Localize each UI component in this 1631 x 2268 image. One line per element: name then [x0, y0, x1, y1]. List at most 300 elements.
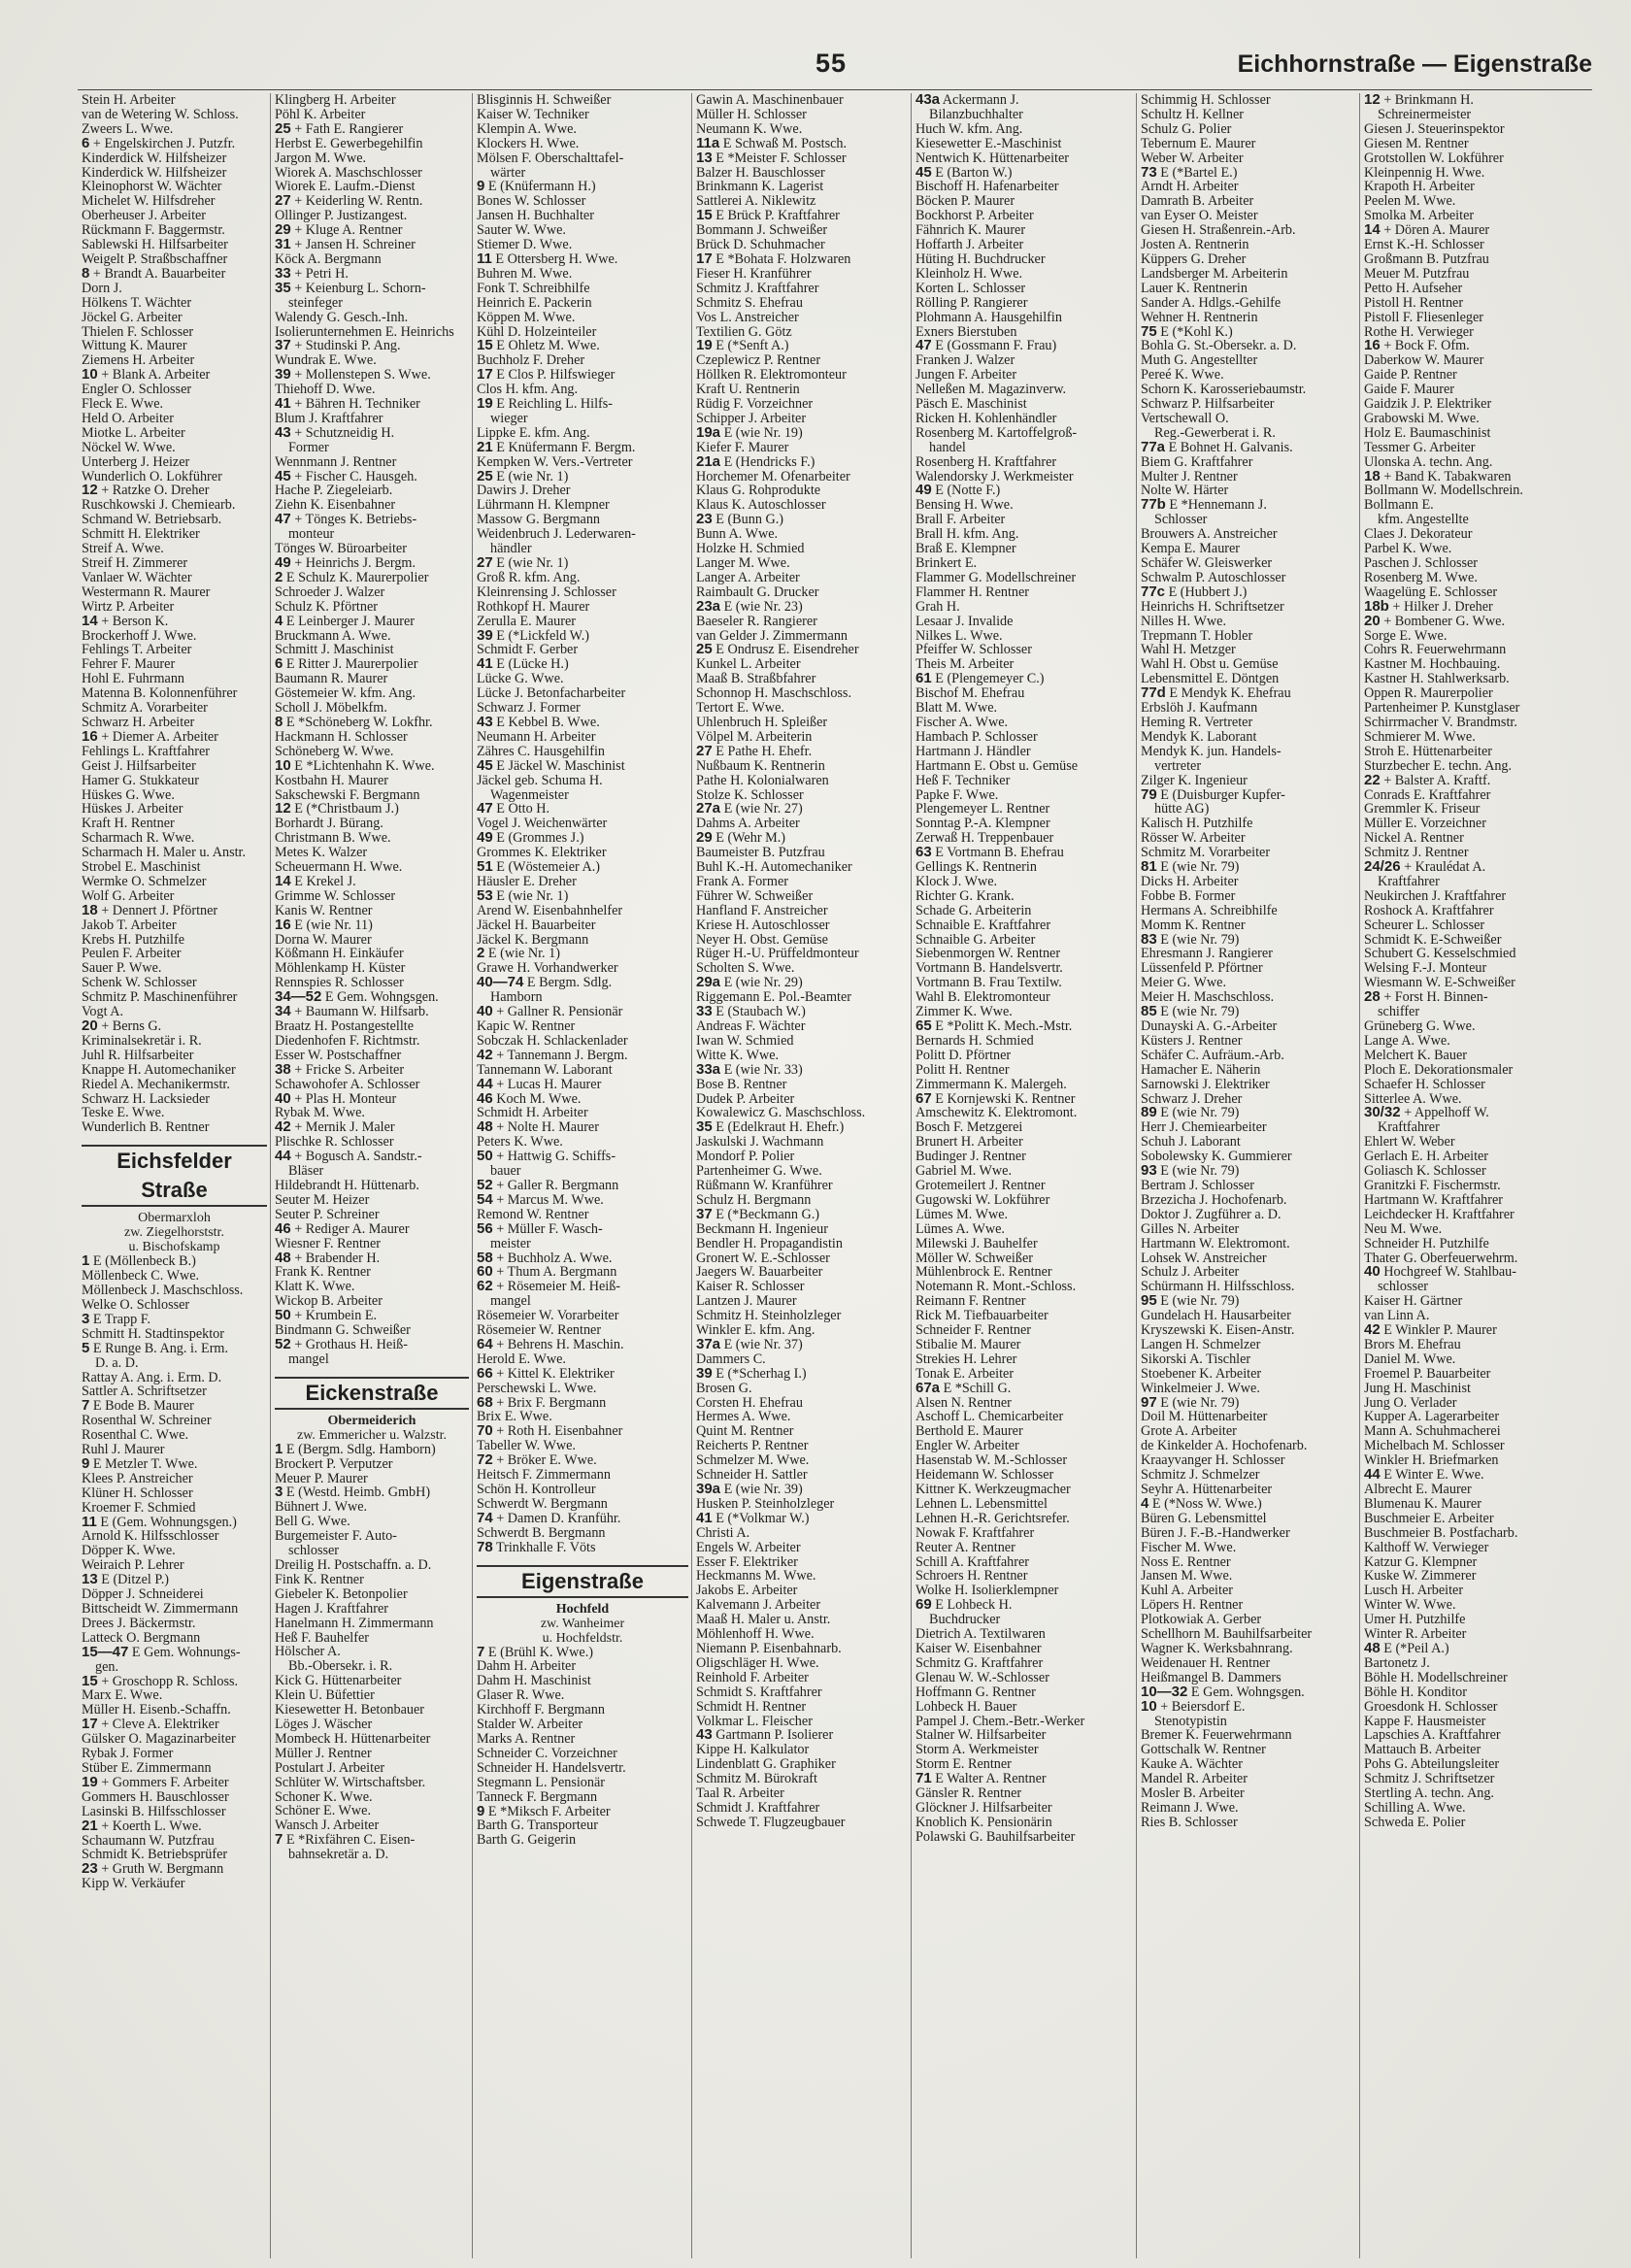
house-entry: 25 + Fath E. Rangierer — [275, 121, 404, 137]
house-number: 60 — [477, 1265, 493, 1281]
resident-entry: Bollmann E. — [1364, 498, 1434, 514]
house-number: 16 — [82, 729, 98, 745]
resident-entry: Rybak J. Former — [82, 1747, 174, 1761]
resident-entry: Gabriel M. Wwe. — [915, 1164, 1013, 1179]
house-number: 50 — [275, 1309, 291, 1324]
resident-entry: Zerulla E. Maurer — [477, 614, 577, 629]
house-entry: 39a E (wie Nr. 39) — [696, 1483, 803, 1497]
house-number: 6 — [82, 136, 90, 151]
resident-entry: Petto H. Aufseher — [1364, 281, 1463, 296]
resident-entry: Borhardt J. Bürang. — [275, 817, 383, 832]
resident-entry: Schulz H. Bergmann — [696, 1192, 812, 1208]
resident-entry: Vos L. Anstreicher — [696, 310, 799, 325]
resident-entry: Dudek P. Arbeiter — [696, 1091, 795, 1107]
house-number: 3 — [82, 1312, 90, 1327]
entry-continuation: händler — [490, 542, 532, 556]
resident-entry: Jargon M. Wwe. — [275, 150, 367, 166]
house-number: 39a — [696, 1483, 721, 1497]
resident-entry: Barth G. Transporteur — [477, 1818, 598, 1834]
resident-entry: Kleinpennig H. Wwe. — [1364, 165, 1485, 181]
house-entry: 46 Koch M. Wwe. — [477, 1091, 582, 1107]
resident-entry: Teske E. Wwe. — [82, 1106, 165, 1121]
resident-entry: Sturzbecher E. techn. Ang. — [1364, 758, 1513, 774]
resident-entry: Büren J. F.-B.-Handwerker — [1141, 1525, 1290, 1541]
resident-entry: Schnaible G. Arbeiter — [915, 932, 1036, 948]
house-entry: 10—32 E Gem. Wohngsgen. — [1141, 1684, 1305, 1700]
resident-entry: Hoffmann G. Rentner — [915, 1684, 1036, 1700]
resident-entry: Kriminalsekretär i. R. — [82, 1033, 202, 1049]
resident-entry: Peelen M. Wwe. — [1364, 194, 1456, 210]
house-number: 65 — [915, 1019, 932, 1034]
resident-entry: Müller H. Schlosser — [696, 107, 807, 122]
resident-entry: Lücke G. Wwe. — [477, 672, 564, 687]
resident-entry: Giebeler K. Betonpolier — [275, 1586, 408, 1602]
street-location-note: zw. Wanheimer — [540, 1616, 625, 1631]
house-number: 48 — [275, 1251, 291, 1266]
house-entry: 52 + Galler R. Bergmann — [477, 1178, 619, 1193]
house-entry: 2 E (wie Nr. 1) — [477, 947, 560, 962]
resident-entry: Unterberg J. Heizer — [82, 454, 190, 470]
resident-entry: Kippe H. Kalkulator — [696, 1743, 810, 1758]
resident-entry: Bell G. Wwe. — [275, 1515, 350, 1530]
resident-entry: Kittner K. Werkzeugmacher — [915, 1483, 1071, 1497]
house-entry: 19 E (*Senft A.) — [696, 339, 789, 354]
resident-entry: Daberkow W. Maurer — [1364, 353, 1484, 369]
street-location-note: zw. Ziegelhorststr. — [124, 1225, 224, 1241]
house-number: 45 — [477, 758, 493, 774]
resident-entry: Fehlings T. Arbeiter — [82, 643, 192, 658]
resident-entry: Sauer P. Wwe. — [82, 961, 162, 977]
entry-continuation: vertreter — [1154, 758, 1202, 774]
resident-entry: Jansen H. Buchhalter — [477, 209, 594, 224]
resident-entry: Schneider C. Vorzeichner — [477, 1746, 617, 1761]
resident-entry: Gawin A. Maschinenbauer — [696, 93, 844, 108]
resident-entry: Kraft U. Rentnerin — [696, 383, 800, 398]
house-entry: 63 E Vortmann B. Ehefrau — [915, 846, 1064, 861]
house-entry: 40 + Gallner R. Pensionär — [477, 1005, 623, 1019]
resident-entry: Pathe H. Kolonialwaren — [696, 773, 829, 788]
resident-entry: Scharmach R. Wwe. — [82, 831, 195, 847]
house-entry: 10 + Blank A. Arbeiter — [82, 368, 211, 384]
resident-entry: Schultz H. Kellner — [1141, 107, 1244, 122]
resident-entry: Noss E. Rentner — [1141, 1554, 1231, 1570]
resident-entry: Giesen H. Straßenrein.-Arb. — [1141, 223, 1296, 239]
resident-entry: Kick G. Hüttenarbeiter — [275, 1674, 402, 1689]
resident-entry: Meier G. Wwe. — [1141, 976, 1226, 991]
resident-entry: Sattler A. Schriftsetzer — [82, 1384, 207, 1400]
house-number: 43a — [915, 93, 941, 108]
house-number: 21 — [82, 1818, 98, 1834]
house-number: 7 — [82, 1399, 90, 1415]
resident-entry: Meier H. Maschschloss. — [1141, 990, 1275, 1006]
house-entry: 19 + Gommers F. Arbeiter — [82, 1775, 229, 1790]
house-entry: 49 E (Notte F.) — [915, 484, 1001, 499]
house-entry: 60 + Thum A. Bergmann — [477, 1265, 617, 1281]
resident-entry: Scheurer L. Schlosser — [1364, 917, 1485, 933]
house-number: 23 — [82, 1862, 98, 1878]
resident-entry: Heß F. Bauhelfer — [275, 1630, 369, 1646]
resident-entry: Huch W. kfm. Ang. — [915, 121, 1023, 137]
resident-entry: Aschoff L. Chemicarbeiter — [915, 1410, 1064, 1425]
house-entry: 18 + Band K. Tabakwaren — [1364, 469, 1512, 484]
house-number: 13 — [696, 150, 713, 166]
column-4 — [692, 93, 912, 2258]
resident-entry: Herold E. Wwe. — [477, 1351, 566, 1367]
street-location-note: u. Hochfeldstr. — [542, 1630, 623, 1646]
resident-entry: Schmidt S. Kraftfahrer — [696, 1684, 822, 1700]
house-number: 19 — [696, 339, 713, 354]
resident-entry: Kupper A. Lagerarbeiter — [1364, 1410, 1500, 1425]
resident-entry: Arnold K. Hilfsschlosser — [82, 1529, 219, 1545]
resident-entry: Trepmann T. Hobler — [1141, 628, 1253, 644]
street-location-note: u. Bischofskamp — [128, 1240, 220, 1255]
resident-entry: Schmitz J. Kraftfahrer — [696, 281, 819, 296]
resident-entry: Nöckel W. Wwe. — [82, 440, 176, 455]
house-entry: 85 E (wie Nr. 79) — [1141, 1005, 1240, 1019]
resident-entry: Löpers H. Rentner — [1141, 1598, 1244, 1614]
resident-entry: Rösemeier W. Vorarbeiter — [477, 1309, 619, 1324]
house-entry: 15 + Groschopp R. Schloss. — [82, 1674, 239, 1689]
house-entry: 37a E (wie Nr. 37) — [696, 1337, 803, 1352]
resident-entry: Kaiser R. Schlosser — [696, 1280, 805, 1295]
resident-entry: Kryszewski K. Eisen-Anstr. — [1141, 1323, 1295, 1338]
house-number: 43 — [275, 425, 291, 441]
house-number: 37 — [696, 1207, 713, 1222]
resident-entry: Gottschalk W. Rentner — [1141, 1743, 1266, 1758]
resident-entry: Fieser H. Kranführer — [696, 266, 812, 282]
resident-entry: Niemann P. Eisenbahnarb. — [696, 1641, 842, 1656]
house-number: 72 — [477, 1453, 493, 1469]
resident-entry: Stalner W. Hilfsarbeiter — [915, 1728, 1047, 1744]
resident-entry: Brockerhoff J. Wwe. — [82, 628, 197, 644]
resident-entry: Claes J. Dekorateur — [1364, 527, 1473, 543]
resident-entry: Brall F. Arbeiter — [915, 513, 1006, 528]
resident-entry: Kleinrensing J. Schlosser — [477, 584, 616, 600]
house-entry: 28 + Forst H. Binnen- — [1364, 990, 1488, 1006]
resident-entry: Rosenberg H. Kraftfahrer — [915, 454, 1057, 470]
house-number: 23 — [696, 513, 713, 528]
resident-entry: Buhl K.-H. Automechaniker — [696, 860, 852, 875]
resident-entry: Granitzki F. Fischermstr. — [1364, 1178, 1501, 1193]
resident-entry: Juhl R. Hilfsarbeiter — [82, 1048, 194, 1063]
resident-entry: Klatt K. Wwe. — [275, 1280, 355, 1295]
resident-entry: Klees P. Anstreicher — [82, 1471, 193, 1486]
resident-entry: Riedel A. Mechanikermstr. — [82, 1077, 230, 1092]
resident-entry: Schmitz S. Ehefrau — [696, 295, 803, 311]
resident-entry: Lümes A. Wwe. — [915, 1221, 1005, 1237]
resident-entry: Pistoll H. Rentner — [1364, 295, 1464, 311]
resident-entry: Rennspies R. Schlosser — [275, 976, 404, 991]
resident-entry: Gellings K. Rentnerin — [915, 860, 1037, 875]
house-number: 14 — [82, 614, 98, 629]
house-number: 68 — [477, 1395, 493, 1411]
resident-entry: Langer M. Wwe. — [696, 556, 790, 571]
resident-entry: Heidemann W. Schlosser — [915, 1468, 1054, 1483]
house-entry: 69 E Lohbeck H. — [915, 1598, 1013, 1614]
resident-entry: Seuter P. Schreiner — [275, 1207, 380, 1222]
house-entry: 9 E Metzler T. Wwe. — [82, 1456, 198, 1472]
resident-entry: Fehlings L. Kraftfahrer — [82, 744, 210, 759]
resident-entry: Weigelt P. Straßbschaffner — [82, 251, 228, 267]
house-number: 69 — [915, 1598, 932, 1614]
resident-entry: Vogt A. — [82, 1005, 124, 1019]
resident-entry: Schuh J. Laborant — [1141, 1135, 1241, 1151]
resident-entry: Kappe F. Hausmeister — [1364, 1714, 1486, 1729]
house-number: 41 — [696, 1511, 713, 1526]
resident-entry: Blatt M. Wwe. — [915, 701, 998, 716]
resident-entry: Grawe H. Vorhandwerker — [477, 961, 618, 977]
resident-entry: Lapschies A. Kraftfahrer — [1364, 1728, 1501, 1744]
resident-entry: Frank K. Rentner — [275, 1265, 371, 1281]
resident-entry: Wiesner F. Rentner — [275, 1236, 382, 1251]
entry-continuation: Bb.-Obersekr. i. R. — [288, 1659, 393, 1675]
house-entry: 45 + Fischer C. Hausgeh. — [275, 469, 417, 484]
resident-entry: Schwalm P. Autoschlosser — [1141, 570, 1286, 585]
house-entry: 58 + Buchholz A. Wwe. — [477, 1251, 613, 1266]
resident-entry: Höllken R. Elektromonteur — [696, 368, 847, 384]
resident-entry: Döpper K. Wwe. — [82, 1544, 176, 1559]
resident-entry: Engler W. Arbeiter — [915, 1439, 1019, 1454]
resident-entry: Jansen M. Wwe. — [1141, 1569, 1233, 1584]
house-number: 67a — [915, 1381, 941, 1396]
street-location-note: zw. Emmericher u. Walzstr. — [297, 1427, 447, 1443]
resident-entry: Hasenstab W. M.-Schlosser — [915, 1453, 1068, 1469]
resident-entry: Blisginnis H. Schweißer — [477, 93, 612, 108]
house-entry: 33a E (wie Nr. 33) — [696, 1062, 803, 1078]
house-number: 29a — [696, 976, 721, 991]
resident-entry: Göstemeier W. kfm. Ang. — [275, 686, 416, 702]
house-number: 34—52 — [275, 990, 322, 1006]
resident-entry: Hackmann H. Schlosser — [275, 729, 408, 745]
resident-entry: Maaß B. Straßbfahrer — [696, 672, 816, 687]
house-number: 49 — [477, 831, 493, 847]
resident-entry: Hüskes G. Wwe. — [82, 787, 175, 803]
resident-entry: Heitsch F. Zimmermann — [477, 1468, 611, 1483]
resident-entry: van Linn A. — [1364, 1309, 1430, 1324]
house-entry: 9 E *Miksch F. Arbeiter — [477, 1804, 611, 1819]
resident-entry: Maaß H. Maler u. Anstr. — [696, 1613, 831, 1628]
resident-entry: Jungen F. Arbeiter — [915, 368, 1017, 384]
resident-entry: Schön H. Kontrolleur — [477, 1483, 596, 1497]
resident-entry: Bremer K. Feuerwehrmann — [1141, 1728, 1292, 1744]
resident-entry: Mann A. Schuhmacherei — [1364, 1424, 1501, 1440]
resident-entry: Paschen J. Schlosser — [1364, 556, 1479, 571]
resident-entry: Froemel P. Bauarbeiter — [1364, 1366, 1491, 1382]
resident-entry: Wolke H. Isolierklempner — [915, 1584, 1059, 1599]
house-entry: 17 E *Bohata F. Holzwaren — [696, 251, 851, 267]
resident-entry: Lehnen H.-R. Gerichtsrefer. — [915, 1511, 1070, 1526]
resident-entry: Schipper J. Arbeiter — [696, 411, 807, 426]
resident-entry: Bischof M. Ehefrau — [915, 686, 1025, 702]
resident-entry: Klockers H. Wwe. — [477, 136, 580, 151]
resident-entry: Tonak E. Arbeiter — [915, 1366, 1015, 1382]
house-entry: 66 + Kittel K. Elektriker — [477, 1366, 615, 1382]
house-number: 1 — [275, 1442, 283, 1457]
resident-entry: Ricken H. Kohlenhändler — [915, 411, 1057, 426]
house-entry: 4 E Leinberger J. Maurer — [275, 614, 415, 629]
house-number: 42 — [477, 1048, 493, 1063]
resident-entry: Mendyk K. jun. Handels- — [1141, 744, 1282, 759]
house-entry: 51 E (Wöstemeier A.) — [477, 860, 600, 875]
house-entry: 11 E Ottersberg H. Wwe. — [477, 251, 618, 267]
resident-entry: Wehner H. Rentnerin — [1141, 310, 1258, 325]
house-entry: 37 E (*Beckmann G.) — [696, 1207, 820, 1222]
resident-entry: Kiesewetter H. Betonbauer — [275, 1703, 425, 1718]
house-number: 33 — [275, 266, 291, 282]
resident-entry: Köppen M. Wwe. — [477, 310, 576, 325]
entry-continuation: wärter — [490, 165, 526, 181]
resident-entry: Franken J. Walzer — [915, 353, 1015, 369]
header-rule — [78, 89, 1592, 90]
house-entry: 16 + Bock F. Ofm. — [1364, 339, 1470, 354]
resident-entry: Kunkel L. Arbeiter — [696, 657, 801, 673]
resident-entry: Mendyk K. Laborant — [1141, 729, 1257, 745]
resident-entry: Fleck E. Wwe. — [82, 397, 164, 412]
resident-entry: Brinkert E. — [915, 556, 978, 571]
resident-entry: Langer A. Arbeiter — [696, 570, 800, 585]
house-number: 54 — [477, 1192, 493, 1208]
resident-entry: Plotkowiak A. Gerber — [1141, 1613, 1262, 1628]
resident-entry: Lange A. Wwe. — [1364, 1033, 1450, 1049]
resident-entry: Winter W. Wwe. — [1364, 1598, 1456, 1614]
resident-entry: Schimmig H. Schlosser — [1141, 93, 1271, 108]
house-number: 3 — [275, 1485, 283, 1501]
resident-entry: Jöckel G. Arbeiter — [82, 310, 183, 325]
resident-entry: Dahm H. Arbeiter — [477, 1659, 577, 1675]
resident-entry: Bertram J. Schlosser — [1141, 1178, 1255, 1193]
entry-continuation: Former — [288, 440, 329, 455]
entry-continuation: schlosser — [288, 1544, 340, 1558]
resident-entry: Gremmler K. Friseur — [1364, 802, 1481, 817]
house-entry: 52 + Grothaus H. Heiß- — [275, 1337, 408, 1352]
house-entry: 48 + Brabender H. — [275, 1251, 381, 1266]
house-entry: 39 + Mollenstepen S. Wwe. — [275, 368, 431, 384]
resident-entry: Rüßmann W. Kranführer — [696, 1178, 833, 1193]
house-entry: 48 E (*Peil A.) — [1364, 1641, 1449, 1656]
entry-continuation: hütte AG) — [1154, 802, 1210, 817]
resident-entry: Hölscher A. — [275, 1645, 341, 1660]
resident-entry: Sobczak H. Schlackenlader — [477, 1033, 628, 1049]
house-entry: 72 + Bröker E. Wwe. — [477, 1453, 597, 1469]
resident-entry: Arend W. Eisenbahnhelfer — [477, 903, 623, 918]
house-number: 16 — [275, 917, 291, 933]
resident-entry: van de Wetering W. Schloss. — [82, 107, 239, 122]
house-entry: 29a E (wie Nr. 29) — [696, 976, 803, 991]
resident-entry: Sikorski A. Tischler — [1141, 1351, 1251, 1367]
house-number: 27 — [696, 744, 713, 759]
resident-entry: Brück D. Schuhmacher — [696, 238, 825, 252]
resident-entry: Josten A. Rentnerin — [1141, 238, 1249, 252]
house-number: 95 — [1141, 1294, 1157, 1310]
house-entry: 40 + Plas H. Monteur — [275, 1091, 397, 1107]
resident-entry: Dahm H. Maschinist — [477, 1674, 591, 1689]
resident-entry: Neumann K. Wwe. — [696, 121, 803, 137]
resident-entry: Brouwers A. Anstreicher — [1141, 527, 1278, 543]
resident-entry: Rosenthal W. Schreiner — [82, 1414, 212, 1429]
house-entry: 7 E *Rixfähren C. Eisen- — [275, 1833, 416, 1849]
resident-entry: Klaus G. Rohprodukte — [696, 484, 821, 499]
resident-entry: Schmitz P. Maschinenführer — [82, 990, 238, 1006]
resident-entry: Ollinger P. Justizangest. — [275, 209, 408, 224]
resident-entry: Zilger K. Ingenieur — [1141, 773, 1248, 788]
house-number: 24/26 — [1364, 860, 1401, 875]
house-entry: 41 E (Lücke H.) — [477, 657, 569, 673]
resident-entry: Perschewski L. Wwe. — [477, 1381, 597, 1396]
house-number: 38 — [275, 1062, 291, 1078]
resident-entry: Bittscheidt W. Zimmermann — [82, 1602, 239, 1617]
resident-entry: Partenheimer P. Kunstglaser — [1364, 701, 1520, 716]
resident-entry: Nelleßen M. Magazinverw. — [915, 383, 1067, 398]
resident-entry: Kriese H. Autoschlosser — [696, 917, 830, 933]
resident-entry: Arndt H. Arbeiter — [1141, 180, 1239, 195]
resident-entry: Scholl J. Möbelkfm. — [275, 701, 387, 716]
house-number: 4 — [1141, 1496, 1149, 1512]
resident-entry: Fink K. Rentner — [275, 1572, 364, 1587]
house-entry: 22 + Balster A. Kraftf. — [1364, 773, 1491, 788]
house-number: 44 — [1364, 1468, 1381, 1483]
resident-entry: Textilien G. Götz — [696, 324, 792, 340]
resident-entry: Hüskes J. Arbeiter — [82, 802, 183, 817]
resident-entry: Kalisch H. Putzhilfe — [1141, 817, 1253, 832]
house-entry: 47 E (Gossmann F. Frau) — [915, 339, 1057, 354]
house-number: 12 — [82, 484, 98, 499]
resident-entry: Alsen N. Rentner — [915, 1395, 1012, 1411]
resident-entry: Schmidt F. Gerber — [477, 643, 579, 658]
resident-entry: Jäckel geb. Schuma H. — [477, 773, 603, 788]
house-entry: 27 + Keiderling W. Rentn. — [275, 194, 423, 210]
resident-entry: Tannemann W. Laborant — [477, 1062, 613, 1078]
house-number: 31 — [275, 238, 291, 252]
resident-entry: Blumenau K. Maurer — [1364, 1496, 1481, 1512]
house-number: 11a — [696, 136, 720, 151]
resident-entry: Rösser W. Arbeiter — [1141, 831, 1246, 847]
resident-entry: Horchemer M. Ofenarbeiter — [696, 469, 850, 484]
resident-entry: Uhlenbruch H. Spleißer — [696, 715, 828, 730]
resident-entry: Winkelmeier J. Wwe. — [1141, 1381, 1260, 1396]
resident-entry: Wunderlich O. Lokführer — [82, 469, 222, 484]
resident-entry: Berthold E. Maurer — [915, 1424, 1023, 1440]
resident-entry: Böhle H. Konditor — [1364, 1684, 1468, 1700]
resident-entry: Gundelach H. Hausarbeiter — [1141, 1309, 1291, 1324]
house-number: 53 — [477, 888, 493, 904]
resident-entry: Storm E. Rentner — [915, 1757, 1012, 1773]
resident-entry: Biem G. Kraftfahrer — [1141, 454, 1253, 470]
resident-entry: Isolierunternehmen E. Heinrichs — [275, 324, 454, 340]
house-number: 17 — [477, 368, 493, 384]
house-entry: 27a E (wie Nr. 27) — [696, 802, 803, 817]
resident-entry: Momm K. Rentner — [1141, 917, 1246, 933]
house-number: 17 — [82, 1718, 98, 1733]
resident-entry: Engler O. Schlosser — [82, 383, 192, 398]
resident-entry: Hermans A. Schreibhilfe — [1141, 903, 1278, 918]
house-entry: 27 E Pathe H. Ehefr. — [696, 744, 813, 759]
resident-entry: Heckmanns M. Wwe. — [696, 1569, 816, 1584]
house-entry: 12 + Ratzke O. Dreher — [82, 484, 210, 499]
resident-entry: Esser W. Postschaffner — [275, 1048, 402, 1063]
house-entry: 10 E *Lichtenhahn K. Wwe. — [275, 758, 435, 774]
resident-entry: Michelbach M. Schlosser — [1364, 1439, 1505, 1454]
resident-entry: Neumann H. Arbeiter — [477, 729, 596, 745]
house-entry: 70 + Roth H. Eisenbahner — [477, 1424, 623, 1440]
entry-continuation: Hamborn — [490, 990, 543, 1006]
resident-entry: Rothe H. Verwieger — [1364, 324, 1474, 340]
resident-entry: Schmitz M. Bürokraft — [696, 1772, 817, 1787]
resident-entry: Tanneck F. Bergmann — [477, 1789, 598, 1805]
resident-entry: Krapoth H. Arbeiter — [1364, 180, 1475, 195]
resident-entry: Gugowski W. Lokführer — [915, 1192, 1050, 1208]
resident-entry: Möllenbeck C. Wwe. — [82, 1269, 200, 1284]
house-number: 15 — [477, 339, 493, 354]
